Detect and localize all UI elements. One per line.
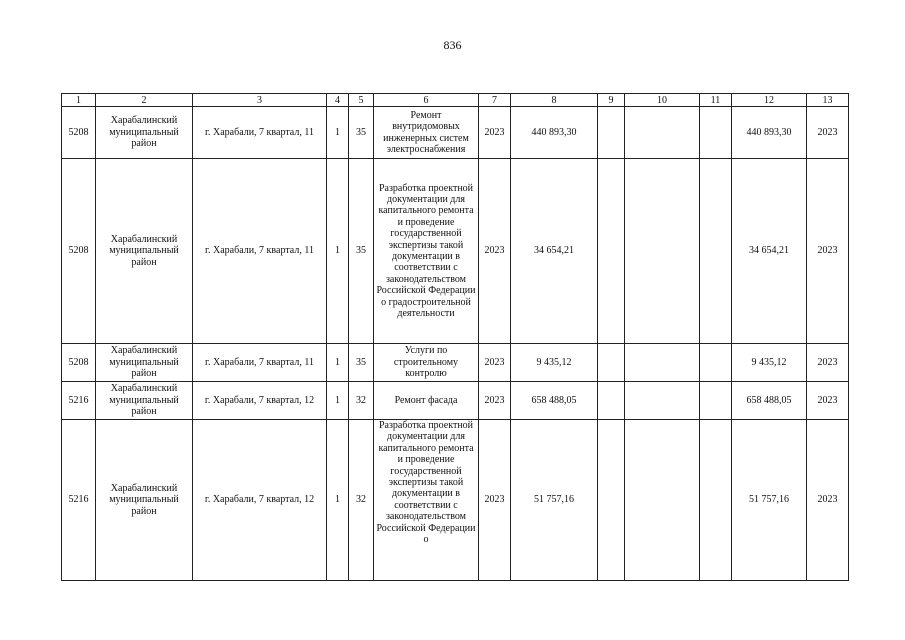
cell-work-type [374, 344, 479, 382]
cell-col5: 35 [349, 159, 374, 344]
column-header: 3 [193, 94, 327, 107]
cell-year-end: 2023 [807, 382, 849, 420]
work-type-text: Ремонт фасада [394, 394, 458, 406]
cell-year-end: 2023 [807, 159, 849, 344]
cell-col5: 32 [349, 382, 374, 420]
cell-col10 [625, 382, 700, 420]
cell-col4: 1 [327, 344, 349, 382]
cell-col11 [700, 420, 732, 581]
cell-col10 [625, 344, 700, 382]
table-row [62, 382, 849, 420]
cell-col11 [700, 107, 732, 159]
header-row [62, 94, 849, 107]
cell-cost-local: 34 654,21 [732, 159, 807, 344]
work-type-text: Разработка проектной документации для капитального ремонта и проведение государственной экспертизы такой документации в соответствии с законодательством Российской Федерации о градостроительной деятельности [376, 182, 476, 320]
cell-year: 2023 [479, 420, 511, 581]
cell-col9 [598, 382, 625, 420]
cell-cost-local: 658 488,05 [732, 382, 807, 420]
cell-year: 2023 [479, 159, 511, 344]
cell-cost-total: 9 435,12 [511, 344, 598, 382]
cell-year: 2023 [479, 382, 511, 420]
cell-object-id: 5216 [62, 420, 96, 581]
table-row [62, 344, 849, 382]
column-header: 13 [807, 94, 849, 107]
cell-work-type [374, 159, 479, 344]
cell-address: г. Харабали, 7 квартал, 11 [193, 344, 327, 382]
column-header: 5 [349, 94, 374, 107]
cell-year: 2023 [479, 107, 511, 159]
cell-year-end: 2023 [807, 344, 849, 382]
column-header: 8 [511, 94, 598, 107]
cell-cost-total: 34 654,21 [511, 159, 598, 344]
cell-address: г. Харабали, 7 квартал, 12 [193, 420, 327, 581]
cell-col11 [700, 344, 732, 382]
cell-district: Харабалинский муниципальный район [96, 344, 193, 382]
cell-cost-total: 440 893,30 [511, 107, 598, 159]
cell-cost-total: 51 757,16 [511, 420, 598, 581]
cell-col4: 1 [327, 107, 349, 159]
column-header: 4 [327, 94, 349, 107]
cell-col10 [625, 159, 700, 344]
cell-col9 [598, 159, 625, 344]
column-header: 9 [598, 94, 625, 107]
cell-district: Харабалинский муниципальный район [96, 420, 193, 581]
cell-work-type [374, 107, 479, 159]
cell-district: Харабалинский муниципальный район [96, 382, 193, 420]
column-header: 7 [479, 94, 511, 107]
cell-cost-local: 440 893,30 [732, 107, 807, 159]
work-type-text: Разработка проектной документации для капитального ремонта и проведение государственной экспертизы такой документации в соответствии с законодательством Российской Федерации о [376, 420, 476, 546]
cell-address: г. Харабали, 7 квартал, 11 [193, 159, 327, 344]
table-row [62, 420, 849, 581]
table-row [62, 107, 849, 159]
cell-cost-local: 9 435,12 [732, 344, 807, 382]
cell-col10 [625, 420, 700, 581]
table-row [62, 159, 849, 344]
column-header: 2 [96, 94, 193, 107]
cell-year-end: 2023 [807, 107, 849, 159]
cell-work-type [374, 382, 479, 420]
work-type-text: Услуги по строительному контролю [393, 345, 459, 380]
cell-object-id: 5208 [62, 159, 96, 344]
cell-address: г. Харабали, 7 квартал, 12 [193, 382, 327, 420]
cell-cost-local: 51 757,16 [732, 420, 807, 581]
column-header: 6 [374, 94, 479, 107]
cell-object-id: 5208 [62, 344, 96, 382]
cell-col5: 35 [349, 344, 374, 382]
page-number: 836 [443, 38, 462, 52]
cell-col4: 1 [327, 159, 349, 344]
column-header: 11 [700, 94, 732, 107]
work-type-text: Ремонт внутридомовых инженерных систем электроснабжения [383, 109, 469, 155]
cell-year: 2023 [479, 344, 511, 382]
cell-district: Харабалинский муниципальный район [96, 107, 193, 159]
column-header: 10 [625, 94, 700, 107]
cell-object-id: 5216 [62, 382, 96, 420]
cell-col9 [598, 107, 625, 159]
cell-district: Харабалинский муниципальный район [96, 159, 193, 344]
cell-col5: 35 [349, 107, 374, 159]
column-header: 12 [732, 94, 807, 107]
cell-col4: 1 [327, 382, 349, 420]
cell-col9 [598, 344, 625, 382]
cell-cost-total: 658 488,05 [511, 382, 598, 420]
cell-address: г. Харабали, 7 квартал, 11 [193, 107, 327, 159]
cell-col5: 32 [349, 420, 374, 581]
cell-col10 [625, 107, 700, 159]
cell-col4: 1 [327, 420, 349, 581]
cell-object-id: 5208 [62, 107, 96, 159]
cell-col11 [700, 159, 732, 344]
data-table [61, 93, 849, 581]
cell-col11 [700, 382, 732, 420]
cell-year-end: 2023 [807, 420, 849, 581]
column-header: 1 [62, 94, 96, 107]
cell-col9 [598, 420, 625, 581]
cell-work-type [374, 420, 479, 581]
